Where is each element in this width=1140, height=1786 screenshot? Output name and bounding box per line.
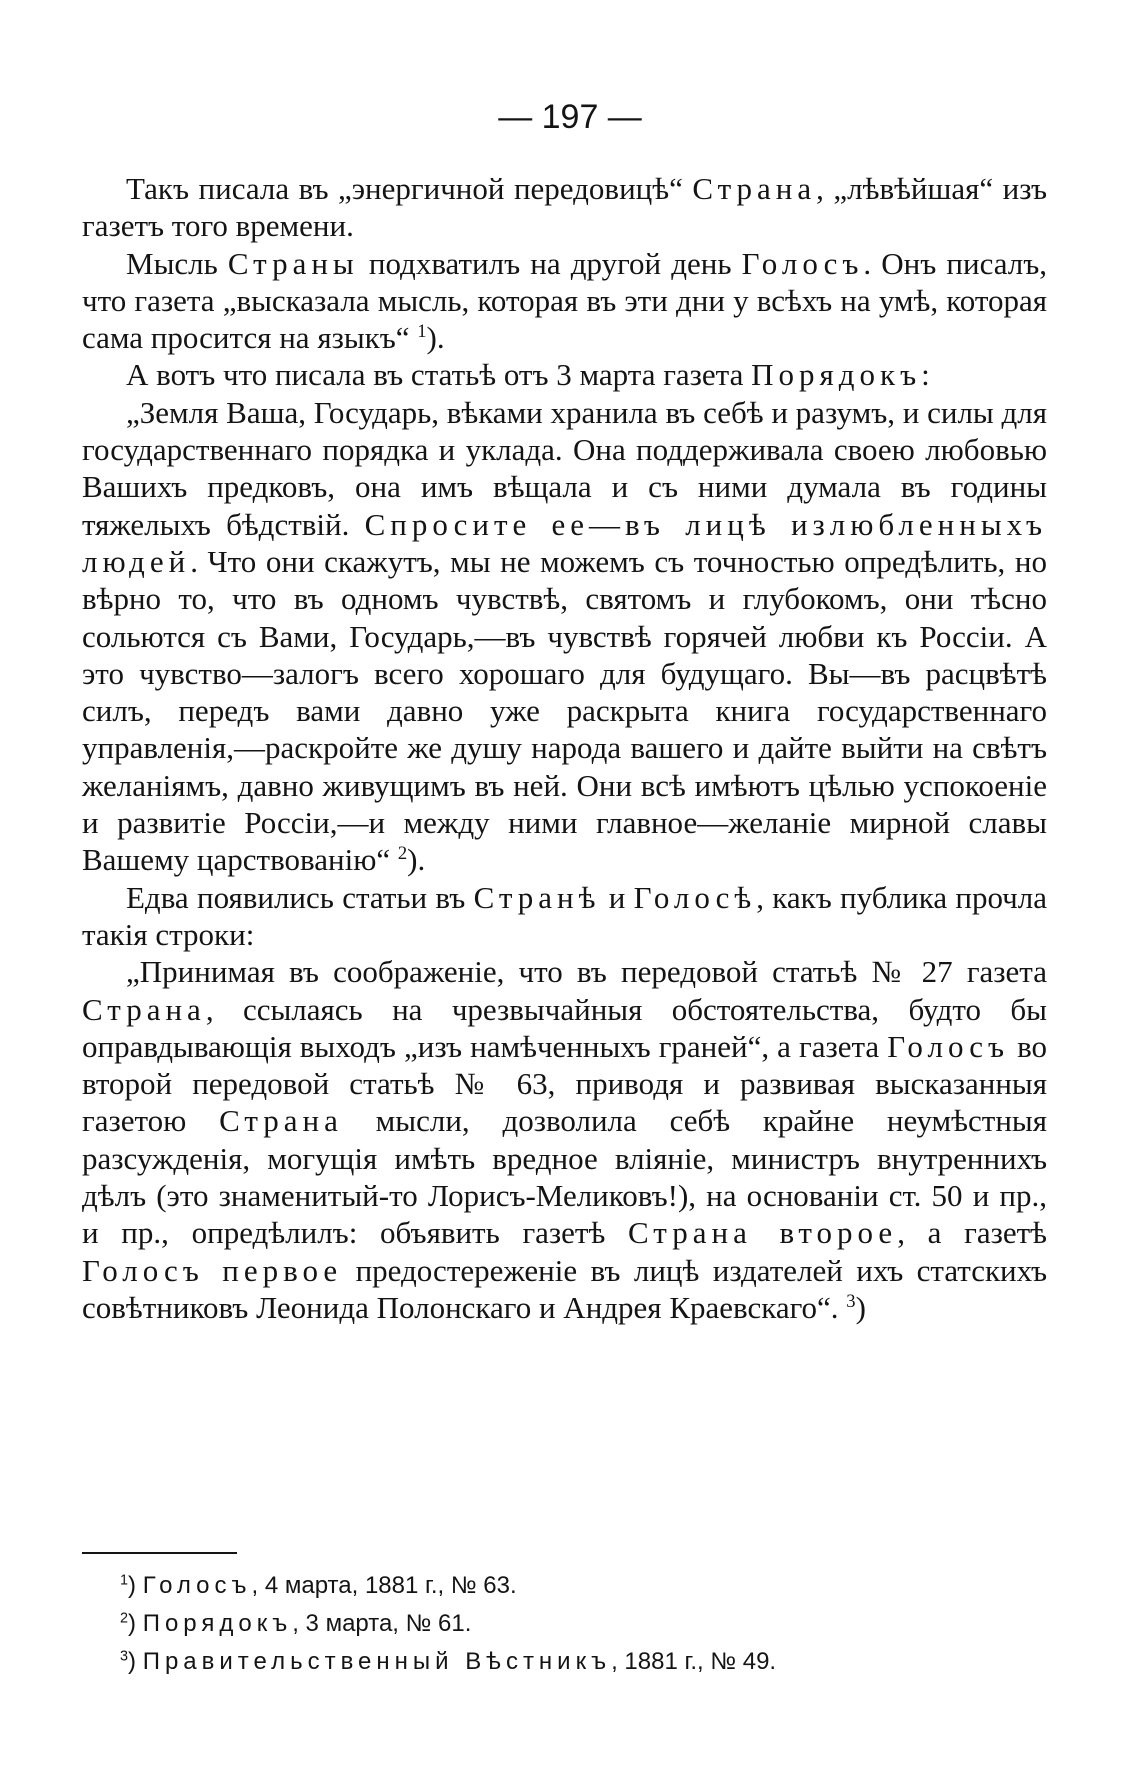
- emphasized-name: Порядокъ: [142, 1610, 293, 1637]
- footnotes: [120, 1567, 1020, 1681]
- paragraph: [82, 879, 1047, 954]
- emphasized-name: Голосѣ: [633, 879, 757, 915]
- text-run: во второй передовой статьѣ № 63, приводя и развивая высказанныя газетою: [82, 1028, 1047, 1139]
- text-run: и: [600, 879, 634, 915]
- quoted-address-paragraph: [82, 394, 1047, 879]
- footnote: [120, 1605, 1020, 1643]
- text-run: , 1881 г., № 49.: [611, 1648, 777, 1675]
- footnote-marker: 2: [120, 1610, 129, 1627]
- text-run: , а газетѣ: [897, 1215, 1047, 1251]
- text-run: Такъ писала въ „энергичной передовицѣ“: [126, 171, 693, 206]
- text-run: Едва появились статьи въ: [126, 879, 474, 915]
- text-run: подхватилъ на другой день: [358, 245, 742, 281]
- text-run: А вотъ что писала въ статьѣ отъ 3 марта газета: [126, 357, 752, 393]
- emphasized-name: Голосъ: [887, 1028, 1010, 1064]
- text-run: „Принимая въ соображеніе, что въ передовой статьѣ № 27 газета: [126, 954, 1047, 990]
- text-run: ).: [407, 842, 426, 878]
- text-run: , „лѣвѣйшая“ изъ газетъ того времени.: [82, 171, 1048, 244]
- text-run: ): [855, 1289, 866, 1325]
- emphasized-name: Правительственный Вѣстникъ: [142, 1648, 612, 1675]
- emphasized-name: Страна: [219, 1103, 343, 1139]
- text-run: , какъ публика прочла такія строки:: [82, 879, 1047, 952]
- footnote-marker: 2: [397, 843, 408, 865]
- text-run: , 4 марта, 1881 г., № 63.: [251, 1572, 517, 1599]
- text-run: :: [921, 357, 930, 393]
- paragraph: [82, 170, 1047, 245]
- text-run: предостереженіе въ лицѣ издателей ихъ статскихъ совѣтниковъ Леонида Полонскаго и Андрея Краевскаго“.: [82, 1252, 1047, 1325]
- emphasized-name: Голосъ: [142, 1572, 252, 1599]
- text-run: ): [128, 1648, 143, 1675]
- text-run: мысли, дозволила себѣ крайне неумѣстныя разсужденія, могущія имѣть вредное вліяніе, министръ внутреннихъ дѣлъ (это знаменитый-то Лорисъ-Меликовъ!), на основаніи ст. 50 и пр., и пр., опредѣлилъ: объявить газетѣ: [82, 1103, 1047, 1251]
- paragraph: [82, 356, 1047, 393]
- text-run: ): [128, 1610, 143, 1637]
- emphasized-name: Страна: [692, 171, 817, 206]
- emphasized-name: Голосъ: [741, 245, 864, 281]
- emphasized-name: Спросите ее—въ лицѣ излюбленныхъ людей: [82, 506, 1047, 579]
- text-run: ).: [426, 320, 445, 356]
- emphasized-name: Голосъ первое: [82, 1252, 343, 1288]
- quoted-decree-paragraph: [82, 953, 1047, 1326]
- text-run: . Онъ писалъ, что газета „высказала мысль, которая въ эти дни у всѣхъ на умѣ, которая сама просится на языкъ“: [82, 245, 1047, 356]
- page-number: — 197 —: [498, 98, 642, 136]
- text-run: . Что они скажутъ, мы не можемъ съ точностью опредѣлить, но вѣрно то, что въ одномъ чувствѣ, святомъ и глубокомъ, они тѣсно сольются съ Вами, Государь,—въ чувствѣ горячей любви къ Россіи. А это чувство—залогъ всего хорошаго для будущаго. Вы—въ расцвѣтѣ силъ, передъ вами давно уже раскрыта книга государственнаго управленія,—раскройте же душу народа вашего и дайте выйти на свѣтъ желаніямъ, давно живущимъ въ ней. Они всѣ имѣютъ цѣлью успокоеніе и развитіе Россіи,—и между ними главное—желаніе мирной славы Вашему царствованію“: [82, 543, 1047, 878]
- footnote: [120, 1567, 1020, 1605]
- footnote-separator: [82, 1552, 237, 1554]
- text-run: ): [128, 1572, 143, 1599]
- footnote-marker: 3: [120, 1648, 129, 1665]
- footnote: [120, 1643, 1020, 1681]
- text-run: Мысль: [126, 245, 228, 281]
- emphasized-name: Страны: [227, 245, 359, 281]
- footnote-marker: 1: [120, 1572, 129, 1589]
- text-run: „Земля Ваша, Государь, вѣками хранила въ себѣ и разумъ, и силы для государственнаго порядка и уклада. Она поддерживала своею любовью Вашихъ предковъ, она имъ вѣщала и съ ними думала въ годины тяжелыхъ бѣдствій.: [82, 394, 1048, 542]
- emphasized-name: Страна второе: [628, 1215, 898, 1251]
- text-run: , 3 марта, № 61.: [292, 1610, 472, 1637]
- footnote-marker: 1: [417, 321, 427, 343]
- body-text: [82, 170, 1047, 1326]
- footnote-marker: 3: [846, 1290, 856, 1312]
- paragraph: [82, 245, 1047, 357]
- text-run: , ссылаясь на чрезвычайныя обстоятельства, будто бы оправдывающія выходъ „изъ намѣченныхъ граней“, а газета: [82, 991, 1047, 1064]
- emphasized-name: Порядокъ: [751, 357, 922, 393]
- emphasized-name: Страна: [82, 991, 206, 1027]
- emphasized-name: Странѣ: [473, 879, 601, 915]
